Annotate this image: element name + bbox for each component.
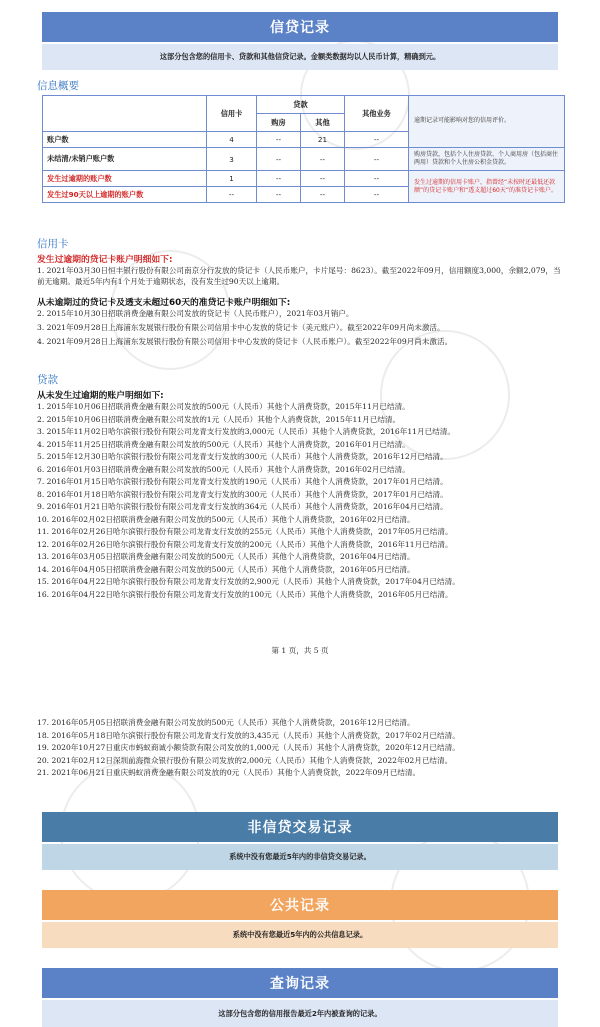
query-record-banner: 查询记录 [42,968,558,998]
row-label: 发生过90天以上逾期的账户数 [43,187,207,203]
public-record-banner: 公共记录 [42,890,558,920]
cell-other-business: -- [345,171,409,187]
cell-other: -- [301,171,345,187]
list-item: 15. 2016年04月22日哈尔滨银行股份有限公司龙青支行发放的2,900元（人民币）其他个人消费贷款，2017年04月已结清。 [37,577,460,586]
noncredit-record-subtitle: 系统中没有您最近5年内的非信贷交易记录。 [42,844,558,870]
overview-header-blank [43,96,207,132]
list-item: 2. 2015年10月30日招联消费金融有限公司发放的贷记卡（人民币账户），2021年03月销户。 [37,309,354,318]
list-item: 13. 2016年03月05日招联消费金融有限公司发放的500元（人民币）其他个人消费贷款，2016年04月已结清。 [37,552,415,561]
list-item: 17. 2016年05月05日招联消费金融有限公司发放的500元（人民币）其他个人消费贷款，2016年12月已结清。 [37,718,415,727]
list-item: 9. 2016年01月21日哈尔滨银行股份有限公司龙青支行发放的364元（人民币）其他个人消费贷款，2016年04月已结清。 [37,502,448,511]
cell-other-business: -- [345,187,409,203]
table-row [43,148,565,171]
list-item: 4. 2021年09月28日上海浦东发展银行股份有限公司信用卡中心发放的贷记卡（人民币账户）。截至2022年09月尚未激活。 [37,337,453,346]
credit-card-normal-list [37,308,562,347]
cell-house: -- [257,171,301,187]
list-item: 18. 2016年05月18日哈尔滨银行股份有限公司龙青支行发放的3,435元（人民币）其他个人消费贷款，2017年02月已结清。 [37,730,460,740]
credit-card-overdue-list [37,265,562,287]
list-item: 3. 2015年11月02日哈尔滨银行股份有限公司龙青支行发放的3,000元（人民币）其他个人消费贷款，2016年11月已结清。 [37,427,455,436]
public-record-subtitle: 系统中没有您最近5年内的公共信息记录。 [42,922,558,948]
list-item: 16. 2016年04月22日哈尔滨银行股份有限公司龙青支行发放的100元（人民币）其他个人消费贷款，2016年05月已结清。 [37,589,453,599]
cell-other-business: -- [345,148,409,171]
list-item: 14. 2016年04月05日招联消费金融有限公司发放的500元（人民币）其他个人消费贷款，2016年05月已结清。 [37,564,415,574]
row-label: 账户数 [43,132,207,148]
cell-house: -- [257,187,301,203]
cell-house: -- [257,132,301,148]
cell-credit-card: 1 [207,171,257,187]
list-item: 1. 2021年03月30日恒丰银行股份有限公司南京分行发放的贷记卡（人民币账户，卡片尾号：8623）。截至2022年09月，信用额度3,000，余额2,079，当前无逾期。最近5年内有1个月处于逾期状态，没有发生过90天以上逾期。 [37,266,561,286]
table-row [43,171,565,187]
header-other-business: 其他业务 [345,96,409,132]
cell-other-business: -- [345,132,409,148]
list-item: 3. 2021年09月28日上海浦东发展银行股份有限公司信用卡中心发放的贷记卡（美元账户）。截至2022年09月尚未激活。 [37,323,445,332]
cell-other: -- [301,187,345,203]
credit-record-banner: 信贷记录 [42,12,558,42]
header-loan: 贷款 [257,96,345,114]
header-credit-card: 信用卡 [207,96,257,132]
cell-other: -- [301,148,345,171]
loan-section-title: 贷款 [37,374,58,386]
note-house-loan: 购房贷款，包括个人住房贷款、个人商用房（包括商住两用）贷款和个人住房公积金贷款。 [409,148,565,171]
list-item: 7. 2016年01月15日哈尔滨银行股份有限公司龙青支行发放的190元（人民币）其他个人消费贷款，2017年01月已结清。 [37,477,448,486]
list-item: 2. 2015年10月06日招联消费金融有限公司发放的1元（人民币）其他个人消费贷款，2015年11月已结清。 [37,414,401,424]
list-item: 6. 2016年01月03日招联消费金融有限公司发放的500元（人民币）其他个人消费贷款，2016年02月已结清。 [37,464,410,474]
overview-title: 信息概要 [37,80,79,92]
cell-other: 21 [301,132,345,148]
row-label: 发生过逾期的账户数 [43,171,207,187]
credit-card-section-title: 信用卡 [37,238,69,250]
list-item: 21. 2021年06月21日重庆蚂蚁消费金融有限公司发放的0元（人民币）其他个人消费贷款，2022年09月已结清。 [37,768,421,777]
credit-record-subtitle: 这部分包含您的信用卡、贷款和其他信贷记录。金额类数据均以人民币计算，精确到元。 [42,44,558,70]
list-item: 20. 2021年02月12日深圳前海微众银行股份有限公司发放的2,000元（人民币）其他个人消费贷款，2022年02月已结清。 [37,755,453,765]
noncredit-record-banner: 非信贷交易记录 [42,812,558,842]
note-overdue-impact: 逾期记录可能影响对您的信用评价。 [409,96,565,148]
cell-credit-card: -- [207,187,257,203]
note-overdue-card: 发生过逾期的信用卡账户，指曾经“未按时还最低还款额”的贷记卡账户和“透支超过60天”的准贷记卡账户。 [409,171,565,203]
loan-list-page2 [37,717,562,780]
header-other: 其他 [301,114,345,132]
row-label: 未结清/未销户账户数 [43,148,207,171]
cell-credit-card: 3 [207,148,257,171]
loan-normal-title: 从未发生过逾期的账户明细如下: [37,391,164,401]
list-item: 8. 2016年01月18日哈尔滨银行股份有限公司龙青支行发放的300元（人民币）其他个人消费贷款，2017年01月已结清。 [37,489,448,499]
credit-card-normal-title: 从未逾期过的贷记卡及透支未超过60天的准贷记卡账户明细如下: [37,298,291,308]
list-item: 1. 2015年10月06日招联消费金融有限公司发放的500元（人民币）其他个人消费贷款，2015年11月已结清。 [37,402,410,411]
cell-house: -- [257,148,301,171]
list-item: 12. 2016年02月26日哈尔滨银行股份有限公司龙青支行发放的200元（人民币）其他个人消费贷款，2016年11月已结清。 [37,539,453,549]
query-record-subtitle: 这部分包含您的信用报告最近2年内被查询的记录。 [42,1000,558,1027]
list-item: 4. 2015年11月25日招联消费金融有限公司发放的500元（人民币）其他个人消费贷款，2016年01月已结清。 [37,439,410,449]
header-house: 购房 [257,114,301,132]
list-item: 11. 2016年02月26日哈尔滨银行股份有限公司龙青支行发放的255元（人民币）其他个人消费贷款，2017年05月已结清。 [37,527,453,536]
list-item: 5. 2015年12月30日哈尔滨银行股份有限公司龙青支行发放的300元（人民币）其他个人消费贷款，2016年12月已结清。 [37,452,448,461]
list-item: 10. 2016年02月02日招联消费金融有限公司发放的500元（人民币）其他个人消费贷款，2016年02月已结清。 [37,514,415,524]
loan-list-page1 [37,401,562,601]
cell-credit-card: 4 [207,132,257,148]
overview-table [42,95,565,203]
credit-card-overdue-title: 发生过逾期的贷记卡账户明细如下: [37,255,173,265]
page-number: 第 1 页，共 5 页 [271,646,329,655]
list-item: 19. 2020年10月27日重庆市蚂蚁商诚小额贷款有限公司发放的1,000元（人民币）其他个人消费贷款，2020年12月已结清。 [37,743,460,752]
